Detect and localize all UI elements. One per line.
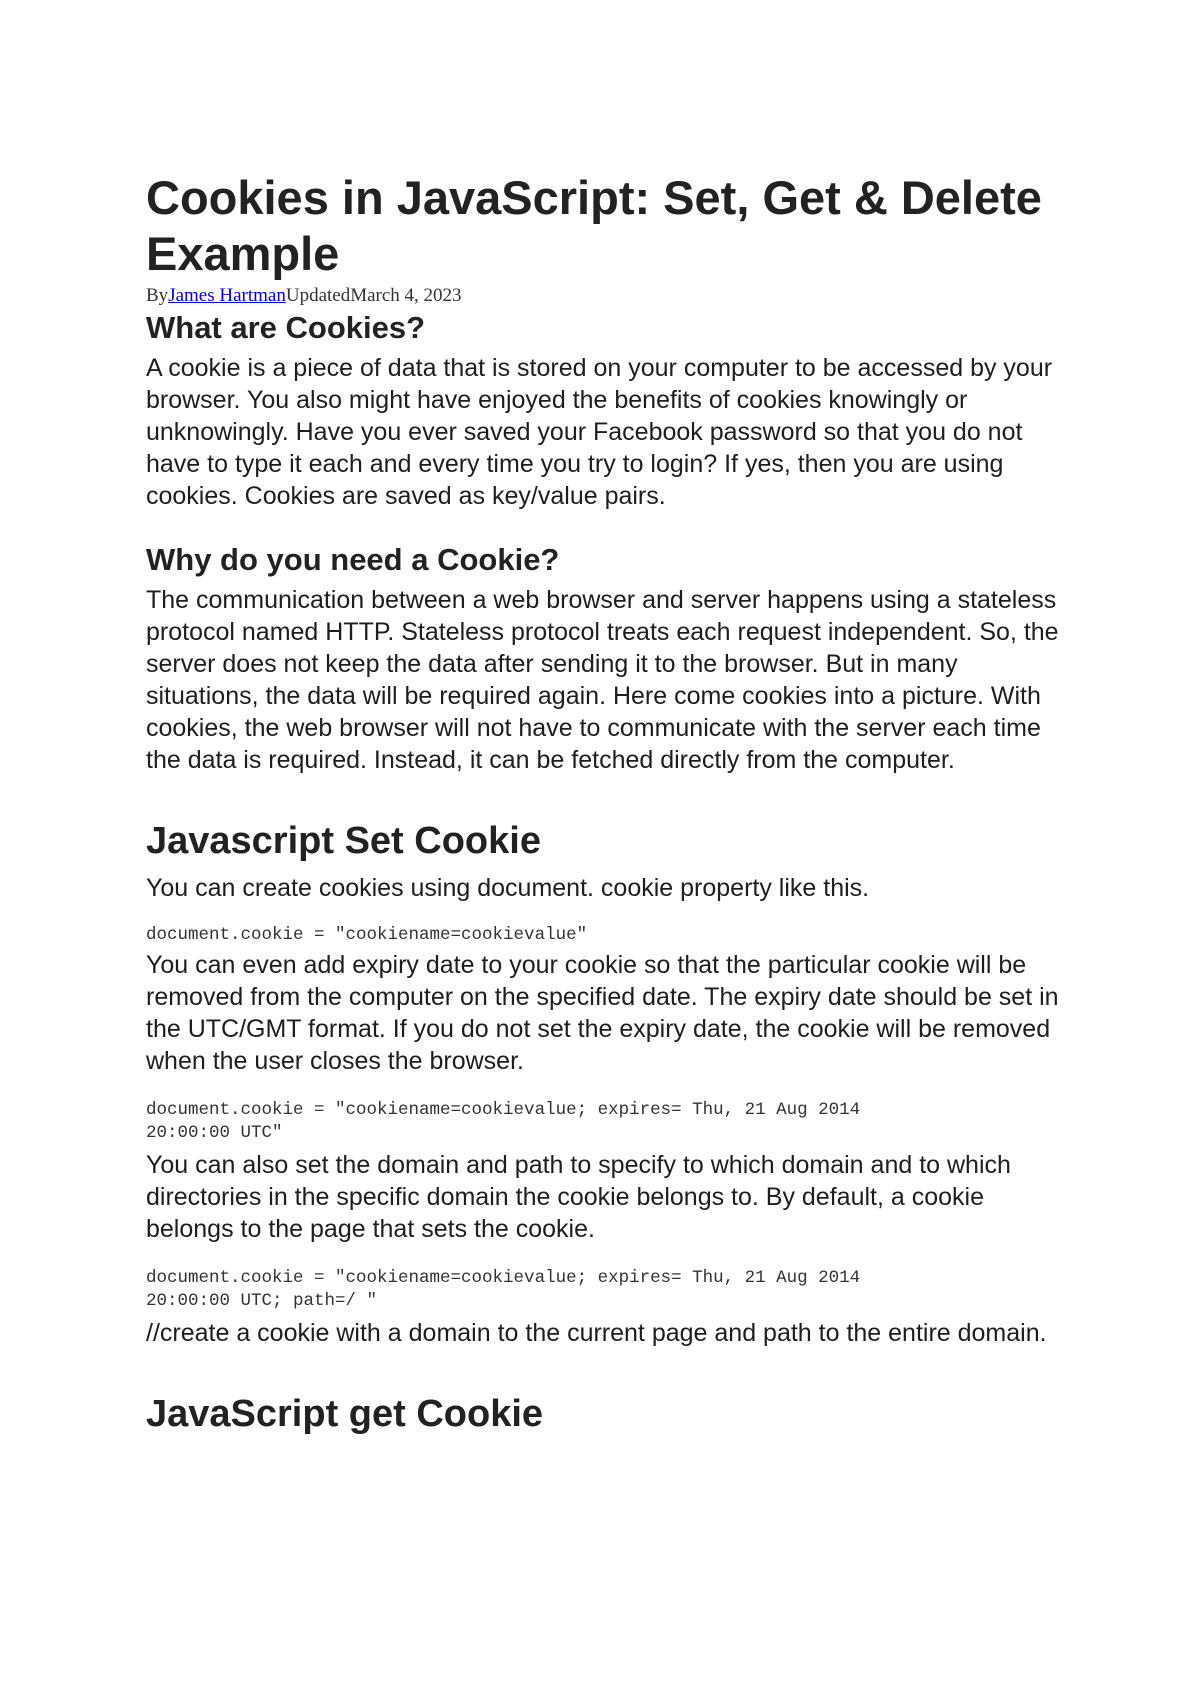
code-block-2: document.cookie = "cookiename=cookievalue; expires= Thu, 21 Aug 2014 20:00:00 UTC" [146,1100,861,1143]
byline [146,284,1076,308]
set-para-3: //create a cookie with a domain to the current page and path to the entire domain. [146,1319,1047,1347]
section-heading-get: JavaScript get Cookie [146,1393,544,1435]
code-block-1: document.cookie = "cookiename=cookievalue" [146,925,588,945]
section-heading-set: Javascript Set Cookie [146,820,541,862]
author-link[interactable]: James Hartman [168,285,286,306]
set-intro: You can create cookies using document. cookie property like this. [146,874,870,902]
section-heading-what: What are Cookies? [146,310,426,345]
section-body-what: A cookie is a piece of data that is stored on your computer to be accessed by your browser. You also might have enjoyed the benefits of cookies knowingly or unknowingly. Have you ever saved your Facebook password so that you do not have to type it each and every time you try to login? If yes, then you are using cookies. Cookies are saved as key/value pairs. [146,354,1053,510]
set-para-1: You can even add expiry date to your cookie so that the particular cookie will be removed from the computer on the specified date. The expiry date should be set in the UTC/GMT format. If you do not set the expiry date, the cookie will be removed when the user closes the browser. [146,951,1059,1075]
page-title: Cookies in JavaScript: Set, Get & Delete Example [146,171,1042,280]
set-para-2: You can also set the domain and path to specify to which domain and to which directories in the specific domain the cookie belongs to. By default, a cookie belongs to the page that sets the cookie. [146,1151,1011,1243]
byline-by: By [146,285,169,306]
article [146,170,1076,1437]
section-heading-why: Why do you need a Cookie? [146,542,560,577]
byline-updated-label: Updated [285,285,351,306]
section-body-why: The communication between a web browser and server happens using a stateless protocol named HTTP. Stateless protocol treats each request independent. So, the server does not keep the data after sending it to the browser. But in many situations, the data will be required again. Here come cookies into a picture. With cookies, the web browser will not have to communicate with the server each time the data is required. Instead, it can be fetched directly from the computer. [146,586,1059,774]
byline-date: March 4, 2023 [350,285,462,306]
code-block-3: document.cookie = "cookiename=cookievalue; expires= Thu, 21 Aug 2014 20:00:00 UTC; path=/ " [146,1268,861,1311]
